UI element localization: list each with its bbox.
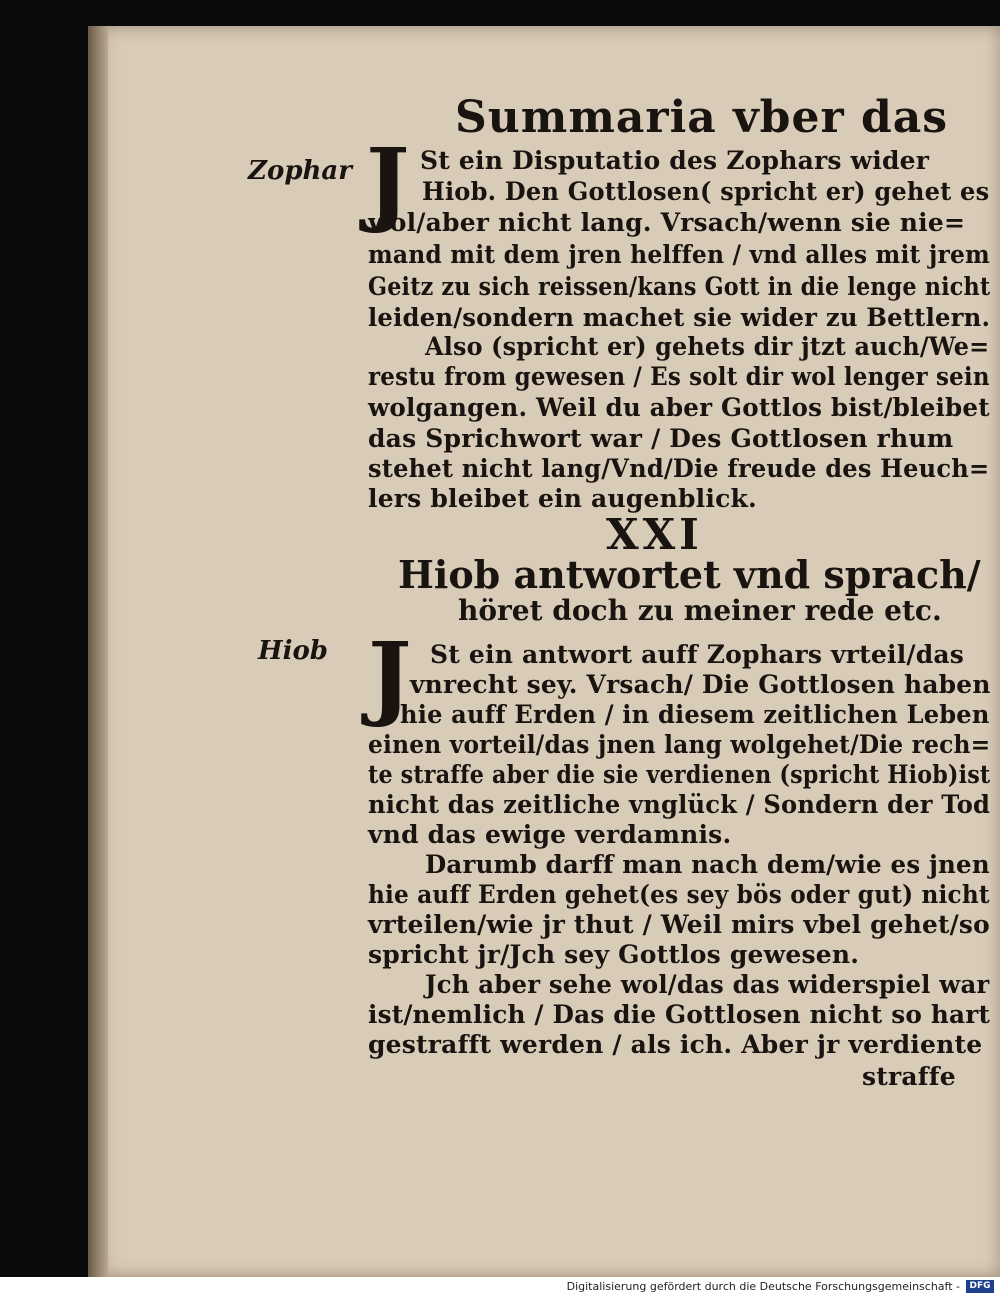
text-line: mand mit dem jren helffen / vnd alles mit jrem (368, 240, 990, 269)
chapter-title: Hiob antwortet vnd sprach/ (398, 552, 981, 597)
text-line: Darumb darff man nach dem/wie es jnen (425, 850, 990, 879)
text-line: stehet nicht lang/Vnd/Die freude des Heuch= (368, 454, 990, 483)
text-line: vnrecht sey. Vrsach/ Die Gottlosen haben (410, 670, 991, 699)
footer-credit: Digitalisierung gefördert durch die Deutsche Forschungsgemeinschaft - (566, 1280, 960, 1293)
text-line: das Sprichwort war / Des Gottlosen rhum (368, 424, 954, 453)
page-gutter-shadow (88, 26, 108, 1277)
text-line: St ein Disputatio des Zophars wider (420, 146, 930, 175)
text-line: vrteilen/wie jr thut / Weil mirs vbel gehet/so (368, 910, 990, 939)
text-line: St ein antwort auff Zophars vrteil/das (430, 640, 965, 669)
text-line: Also (spricht er) gehets dir jtzt auch/We= (425, 332, 990, 361)
drop-cap-initial: J (366, 128, 410, 236)
text-line: lers bleibet ein augenblick. (368, 484, 757, 513)
text-line: leiden/sondern machet sie wider zu Bettlern. (368, 303, 991, 332)
text-line: gestrafft werden / als ich. Aber jr verdiente (368, 1030, 983, 1059)
chapter-number: XXI (606, 510, 703, 559)
text-line: Geitz zu sich reissen/kans Gott in die lenge nicht (368, 272, 991, 301)
text-line: wolgangen. Weil du aber Gottlos bist/bleibet (368, 393, 990, 422)
text-line: ist/nemlich / Das die Gottlosen nicht so hart (368, 1000, 991, 1029)
text-line: hie auff Erden / in diesem zeitlichen Leben (400, 700, 990, 729)
dfg-logo-icon: DFG (966, 1280, 994, 1293)
text-line: hie auff Erden gehet(es sey bös oder gut) nicht (368, 880, 990, 909)
page-title: Summaria vber das (455, 92, 948, 143)
margin-note-zophar: Zophar (248, 156, 352, 186)
catchword: straffe (862, 1062, 956, 1091)
text-line: vnd das ewige verdamnis. (368, 820, 732, 849)
drop-cap-initial: J (368, 622, 412, 730)
text-line: nicht das zeitliche vnglück / Sondern der Tod (368, 790, 991, 819)
footer-bar (0, 1277, 1000, 1297)
text-line: einen vorteil/das jnen lang wolgehet/Die rech= (368, 730, 991, 759)
text-line: Hiob. Den Gottlosen( spricht er) gehet es (422, 177, 990, 206)
text-line: restu from gewesen / Es solt dir wol lenger sein (368, 362, 990, 391)
margin-note-hiob: Hiob (258, 636, 328, 666)
text-line: te straffe aber die sie verdienen (spricht Hiob)ist (368, 760, 991, 789)
text-line: spricht jr/Jch sey Gottlos gewesen. (368, 940, 860, 969)
chapter-subtitle: höret doch zu meiner rede etc. (458, 594, 942, 627)
text-line: wol/aber nicht lang. Vrsach/wenn sie nie= (368, 208, 966, 237)
text-line: Jch aber sehe wol/das das widerspiel war (425, 970, 990, 999)
